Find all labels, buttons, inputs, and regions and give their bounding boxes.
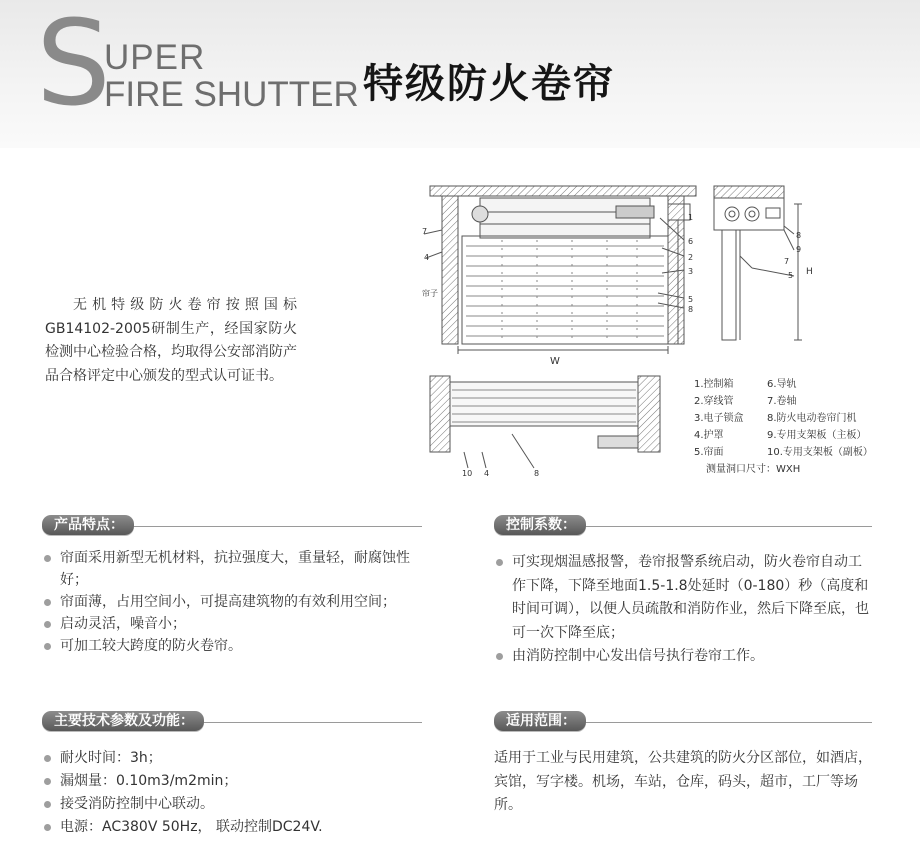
list-item: 由消防控制中心发出信号执行卷帘工作。 [494,645,872,669]
list-item: 耐火时间：3h； [42,747,422,770]
dim-h-label: H [806,267,813,277]
list-item: 帘面采用新型无机材料，抗拉强度大，重量轻，耐腐蚀性好； [42,547,422,591]
bullet-icon [44,621,51,628]
features-section [42,515,422,657]
legend-row: 5.帘面 10.专用支架板（副板） [694,447,873,458]
callout-front-5: 5 [688,295,694,304]
callout-side-5: 5 [788,271,794,280]
intro-paragraph: 无机特级防火卷帘按照国标GB14102-2005研制生产，经国家防火检测中心检验合格，均取得公安部消防产品合格评定中心颁发的型式认可证书。 [45,297,297,384]
control-header [494,515,872,535]
features-header [42,515,422,535]
callout-front-3: 3 [688,267,694,276]
legend-row: 2.穿线管 7.卷轴 [694,396,797,407]
diagram-legend [694,376,873,478]
page-title: 特级防火卷帘 [363,61,615,107]
callout-left-7: 7 [422,227,428,236]
list-item: 电源：AC380V 50Hz， 联动控制DC24V. [42,816,422,839]
control-title: 控制系数： [494,515,586,535]
brand-line-1: UPER [104,38,206,77]
control-section [494,515,872,669]
brand-line-2: FIRE SHUTTER [104,75,359,114]
legend-note: 测量洞口尺寸：WXH [706,464,801,475]
bullet-icon [44,778,51,785]
callout-bottom-10: 10 [462,469,473,478]
bullet-icon [44,555,51,562]
callout-side-7: 7 [784,257,790,266]
scope-title: 适用范围： [494,711,586,731]
legend-row: 3.电子锁盒 8.防火电动卷帘门机 [694,413,857,424]
features-title: 产品特点： [42,515,134,535]
callout-side-8: 8 [796,231,802,240]
diagram-side-label: 帘子 [422,289,438,298]
list-item: 漏烟量：0.10m3/m2min； [42,770,422,793]
list-item: 可加工较大跨度的防火卷帘。 [42,635,422,657]
legend-row: 1.控制箱 6.导轨 [694,379,797,390]
scope-section [494,711,872,818]
callout-side-9: 9 [796,245,802,254]
specs-section [42,711,422,839]
callout-bottom-4: 4 [484,469,490,478]
callout-bottom-8: 8 [534,469,540,478]
list-item: 接受消防控制中心联动。 [42,793,422,816]
specs-header [42,711,422,731]
scope-header [494,711,872,731]
list-item: 帘面薄，占用空间小，可提高建筑物的有效利用空间； [42,591,422,613]
callout-front-6: 6 [688,237,694,246]
dim-w-label: W [550,356,560,367]
header-banner [0,0,920,148]
bullet-icon [44,599,51,606]
bullet-icon [44,755,51,762]
features-list [42,547,422,657]
legend-row: 4.护罩 9.专用支架板（主板） [694,430,867,441]
brand-big-letter: S [36,0,111,132]
bullet-icon [44,824,51,831]
control-list [494,551,872,669]
callout-front-1: 1 [688,213,694,222]
list-item: 可实现烟温感报警，卷帘报警系统启动，防火卷帘自动工作下降，下降至地面1.5-1.8处延时（0-180）秒（高度和时间可调），以便人员疏散和消防作业，然后下降至底，也可一次下降至底； [494,551,872,645]
scope-paragraph: 适用于工业与民用建筑，公共建筑的防火分区部位，如酒店，宾馆，写字楼。机场，车站，仓库，码头，超市，工厂等场所。 [494,750,872,813]
callout-front-8: 8 [688,305,694,314]
callout-left-4: 4 [424,253,430,262]
list-item: 启动灵活，噪音小； [42,613,422,635]
bullet-icon [44,801,51,808]
bullet-icon [44,643,51,650]
callout-front-2: 2 [688,253,694,262]
bullet-icon [496,653,503,660]
specs-title: 主要技术参数及功能： [42,711,204,731]
bullet-icon [496,559,503,566]
specs-list [42,747,422,839]
